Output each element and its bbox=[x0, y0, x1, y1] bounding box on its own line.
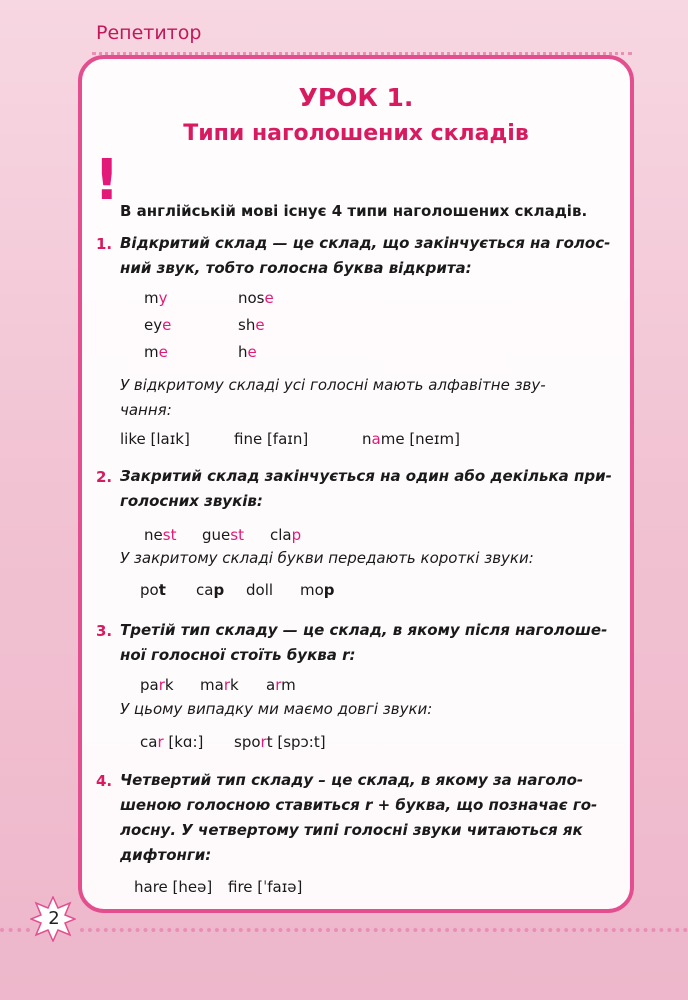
section-2-note: У закритому складі букви передають короткі звуки: bbox=[120, 549, 534, 567]
transcription-like: like [laɪk] bbox=[120, 430, 190, 448]
section-1-heading-line1: Відкритий склад — це склад, що закінчується на голос- bbox=[120, 234, 611, 252]
word-me: me bbox=[144, 343, 168, 361]
section-4-heading-line4: дифтонги: bbox=[120, 846, 212, 864]
word-arm: arm bbox=[266, 676, 296, 694]
section-2-heading bbox=[120, 464, 630, 514]
word-cap: cap bbox=[196, 581, 225, 599]
word-doll: doll bbox=[246, 581, 274, 599]
word-my: my bbox=[144, 289, 168, 307]
word-clap: clap bbox=[270, 526, 302, 544]
section-4-heading-line2: шеною голосною ставиться r + буква, що позначає го- bbox=[120, 796, 598, 814]
section-4-heading bbox=[120, 768, 630, 868]
transcription-name: name [neɪm] bbox=[362, 430, 460, 448]
transcription-sport: sport [spɔ:t] bbox=[234, 733, 326, 751]
word-mop: mop bbox=[300, 581, 335, 599]
word-he: he bbox=[238, 343, 257, 361]
lesson-title: УРОК 1. bbox=[298, 83, 414, 112]
word-nose: nose bbox=[238, 289, 274, 307]
transcription-fine: fine [faɪn] bbox=[234, 430, 309, 448]
section-1-heading-line2: ний звук, тобто голосна буква відкрита: bbox=[120, 259, 472, 277]
section-3-heading-line2: ної голосної стоїть буква r: bbox=[120, 646, 356, 664]
section-4-heading-line3: лосну. У четвертому типі голосні звуки читаються як bbox=[120, 821, 583, 839]
transcription-hare: hare [heə] bbox=[134, 878, 213, 896]
word-she: she bbox=[238, 316, 265, 334]
divider-bottom bbox=[80, 928, 688, 932]
section-1-note-line2: чання: bbox=[120, 401, 172, 419]
intro-text: В англійській мові існує 4 типи наголошених складів. bbox=[120, 202, 588, 220]
section-3-heading-line1: Третій тип складу — це склад, в якому після наголоше- bbox=[120, 621, 608, 639]
section-4-number: 4. bbox=[96, 772, 113, 790]
page-number: 2 bbox=[48, 908, 60, 929]
word-pot: pot bbox=[140, 581, 166, 599]
section-1-note bbox=[120, 373, 630, 423]
section-2-number: 2. bbox=[96, 468, 113, 486]
section-1-note-line1: У відкритому складі усі голосні мають алфавітне зву- bbox=[120, 376, 546, 394]
running-header: Репетитор bbox=[96, 22, 202, 44]
transcription-car: car [kɑ:] bbox=[140, 733, 204, 751]
word-nest: nest bbox=[144, 526, 177, 544]
exclamation-icon: ! bbox=[94, 148, 120, 213]
word-mark: mark bbox=[200, 676, 239, 694]
section-3-number: 3. bbox=[96, 622, 113, 640]
section-4-heading-line1: Четвертий тип складу – це склад, в якому за наголо- bbox=[120, 771, 584, 789]
lesson-subtitle: Типи наголошених складів bbox=[183, 121, 529, 146]
transcription-fire: fire [ˈfaɪə] bbox=[228, 878, 303, 896]
section-3-note: У цьому випадку ми маємо довгі звуки: bbox=[120, 700, 433, 718]
section-1-number: 1. bbox=[96, 235, 113, 253]
section-2-heading-line2: голосних звуків: bbox=[120, 492, 263, 510]
word-park: park bbox=[140, 676, 174, 694]
section-2-heading-line1: Закритий склад закінчується на один або декілька при- bbox=[120, 467, 612, 485]
section-3-heading bbox=[120, 618, 630, 668]
word-guest: guest bbox=[202, 526, 244, 544]
word-eye: eye bbox=[144, 316, 172, 334]
divider-bottom-left bbox=[0, 928, 30, 932]
section-1-heading bbox=[120, 231, 630, 281]
lesson-card bbox=[78, 55, 634, 913]
